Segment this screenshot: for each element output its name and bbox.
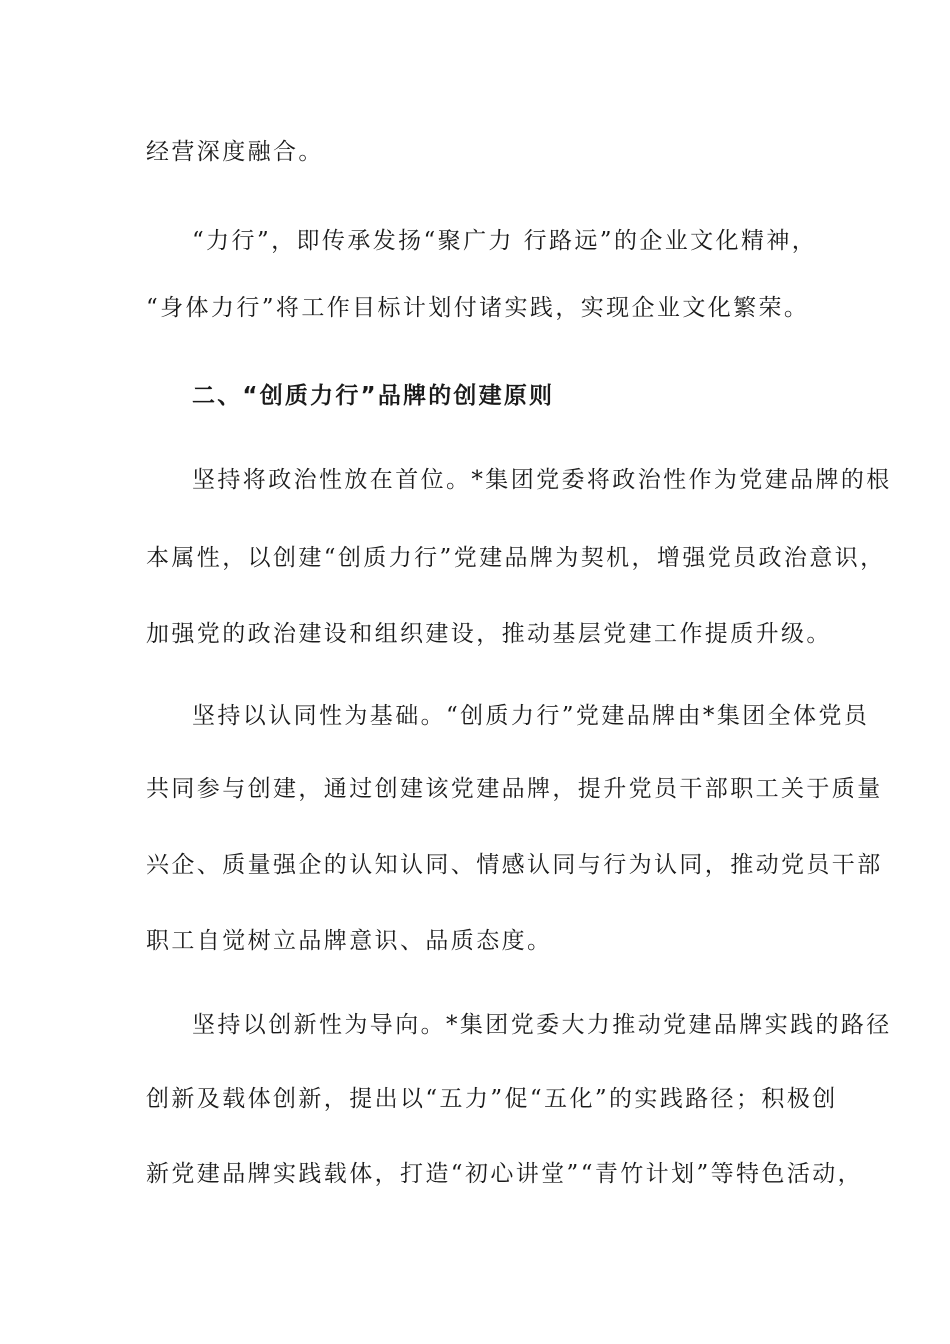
text-line-8: 坚持以认同性为基础。“创质力行”党建品牌由*集团全体党员	[192, 703, 870, 729]
text-line-12: 坚持以创新性为导向。*集团党委大力推动党建品牌实践的路径	[192, 1012, 892, 1038]
text-line-14: 新党建品牌实践载体，打造“初心讲堂”“青竹计划”等特色活动，	[146, 1161, 864, 1187]
text-line-2: “力行”，即传承发扬“聚广力 行路远”的企业文化精神，	[192, 228, 818, 254]
text-line-5: 坚持将政治性放在首位。*集团党委将政治性作为党建品牌的根	[192, 467, 892, 493]
text-line-3: “身体力行”将工作目标计划付诸实践，实现企业文化繁荣。	[146, 295, 810, 321]
text-line-1: 经营深度融合。	[146, 139, 324, 165]
text-line-11: 职工自觉树立品牌意识、品质态度。	[146, 928, 553, 954]
section-heading: 二、“创质力行”品牌的创建原则	[192, 383, 555, 409]
text-line-13: 创新及载体创新，提出以“五力”促“五化”的实践路径；积极创	[146, 1086, 838, 1112]
text-line-7: 加强党的政治建设和组织建设，推动基层党建工作提质升级。	[146, 621, 832, 647]
text-line-10: 兴企、质量强企的认知认同、情感认同与行为认同，推动党员干部	[146, 852, 883, 878]
text-line-9: 共同参与创建，通过创建该党建品牌，提升党员干部职工关于质量	[146, 776, 883, 802]
text-line-6: 本属性，以创建“创质力行”党建品牌为契机，增强党员政治意识，	[146, 545, 886, 571]
